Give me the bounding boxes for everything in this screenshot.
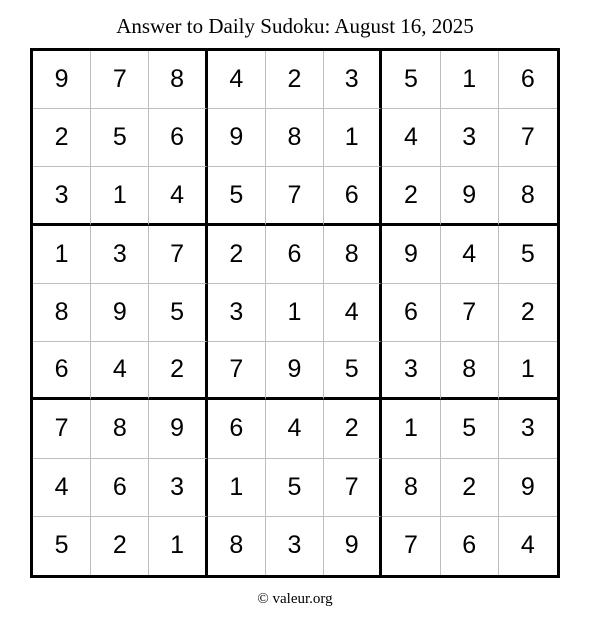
sudoku-cell: 4 bbox=[324, 284, 382, 342]
sudoku-cell: 6 bbox=[441, 517, 499, 575]
sudoku-board bbox=[30, 48, 560, 578]
sudoku-cell: 2 bbox=[499, 284, 557, 342]
sudoku-cell: 5 bbox=[266, 459, 324, 517]
sudoku-cell: 2 bbox=[208, 226, 266, 284]
sudoku-cell: 9 bbox=[441, 167, 499, 225]
sudoku-cell: 6 bbox=[382, 284, 440, 342]
sudoku-cell: 9 bbox=[149, 400, 207, 458]
sudoku-cell: 5 bbox=[499, 226, 557, 284]
sudoku-cell: 4 bbox=[382, 109, 440, 167]
page-title: Answer to Daily Sudoku: August 16, 2025 bbox=[116, 14, 474, 38]
sudoku-cell: 7 bbox=[149, 226, 207, 284]
sudoku-cell: 4 bbox=[91, 342, 149, 400]
sudoku-cell: 3 bbox=[91, 226, 149, 284]
sudoku-cell: 6 bbox=[266, 226, 324, 284]
sudoku-cell: 3 bbox=[266, 517, 324, 575]
sudoku-cell: 1 bbox=[149, 517, 207, 575]
sudoku-cell: 9 bbox=[266, 342, 324, 400]
sudoku-cell: 4 bbox=[33, 459, 91, 517]
sudoku-cell: 8 bbox=[33, 284, 91, 342]
sudoku-cell: 4 bbox=[441, 226, 499, 284]
sudoku-cell: 2 bbox=[33, 109, 91, 167]
sudoku-cell: 7 bbox=[324, 459, 382, 517]
sudoku-cell: 1 bbox=[499, 342, 557, 400]
sudoku-cell: 4 bbox=[266, 400, 324, 458]
sudoku-cell: 1 bbox=[266, 284, 324, 342]
sudoku-cell: 7 bbox=[91, 51, 149, 109]
sudoku-cell: 2 bbox=[382, 167, 440, 225]
sudoku-cell: 7 bbox=[441, 284, 499, 342]
sudoku-cell: 2 bbox=[441, 459, 499, 517]
sudoku-cell: 2 bbox=[266, 51, 324, 109]
sudoku-cell: 8 bbox=[499, 167, 557, 225]
sudoku-cell: 4 bbox=[208, 51, 266, 109]
sudoku-cell: 9 bbox=[33, 51, 91, 109]
sudoku-cell: 2 bbox=[149, 342, 207, 400]
sudoku-cell: 7 bbox=[266, 167, 324, 225]
sudoku-cell: 6 bbox=[33, 342, 91, 400]
sudoku-cell: 8 bbox=[149, 51, 207, 109]
sudoku-cell: 6 bbox=[324, 167, 382, 225]
sudoku-cell: 5 bbox=[382, 51, 440, 109]
sudoku-cell: 3 bbox=[499, 400, 557, 458]
sudoku-cell: 3 bbox=[208, 284, 266, 342]
sudoku-cell: 4 bbox=[149, 167, 207, 225]
sudoku-cell: 7 bbox=[499, 109, 557, 167]
sudoku-cell: 3 bbox=[441, 109, 499, 167]
sudoku-cell: 1 bbox=[441, 51, 499, 109]
sudoku-cell: 5 bbox=[91, 109, 149, 167]
sudoku-cell: 9 bbox=[499, 459, 557, 517]
sudoku-cell: 1 bbox=[324, 109, 382, 167]
sudoku-cell: 1 bbox=[208, 459, 266, 517]
sudoku-cell: 3 bbox=[33, 167, 91, 225]
sudoku-cell: 1 bbox=[382, 400, 440, 458]
sudoku-cell: 2 bbox=[91, 517, 149, 575]
copyright-footer: © valeur.org bbox=[257, 591, 333, 607]
sudoku-cell: 5 bbox=[441, 400, 499, 458]
sudoku-cell: 3 bbox=[324, 51, 382, 109]
sudoku-cell: 5 bbox=[324, 342, 382, 400]
sudoku-cell: 7 bbox=[33, 400, 91, 458]
sudoku-cell: 9 bbox=[208, 109, 266, 167]
sudoku-cell: 7 bbox=[208, 342, 266, 400]
sudoku-cell: 8 bbox=[91, 400, 149, 458]
sudoku-cell: 6 bbox=[149, 109, 207, 167]
sudoku-cell: 1 bbox=[91, 167, 149, 225]
sudoku-cell: 7 bbox=[382, 517, 440, 575]
sudoku-cell: 6 bbox=[91, 459, 149, 517]
sudoku-cell: 2 bbox=[324, 400, 382, 458]
sudoku-cell: 1 bbox=[33, 226, 91, 284]
sudoku-cell: 5 bbox=[208, 167, 266, 225]
sudoku-cell: 5 bbox=[149, 284, 207, 342]
sudoku-cell: 4 bbox=[520, 531, 535, 560]
sudoku-cell: 3 bbox=[382, 342, 440, 400]
sudoku-cell: 9 bbox=[324, 517, 382, 575]
sudoku-cell: 6 bbox=[499, 51, 557, 109]
sudoku-cell: 8 bbox=[382, 459, 440, 517]
sudoku-cell: 5 bbox=[33, 517, 91, 575]
sudoku-cell: 9 bbox=[91, 284, 149, 342]
sudoku-cell: 9 bbox=[382, 226, 440, 284]
sudoku-cell: 3 bbox=[149, 459, 207, 517]
sudoku-cell: 6 bbox=[208, 400, 266, 458]
sudoku-cell: 8 bbox=[324, 226, 382, 284]
sudoku-cell: 8 bbox=[266, 109, 324, 167]
sudoku-cell: 8 bbox=[208, 517, 266, 575]
sudoku-cell: 8 bbox=[441, 342, 499, 400]
